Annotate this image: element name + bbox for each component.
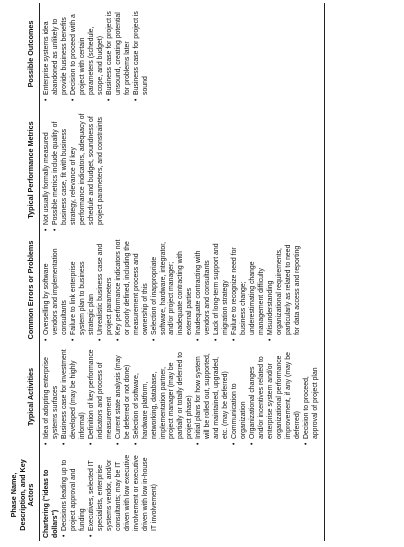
cell-outcomes xyxy=(39,3,324,105)
header-outcomes: Possible Outcomes xyxy=(8,3,39,105)
list-item: • Idea of adopting enterprise systems surfaces xyxy=(43,348,61,439)
outcomes-list xyxy=(43,6,151,102)
list-item: • Decisions leading up to project approval and funding xyxy=(61,452,88,531)
list-item: • Decision to proceed with a project with certain parameters (schedule, scope, and budget) xyxy=(70,6,106,95)
list-item: • Inadequate contracting with vendors and consultants xyxy=(195,238,213,335)
cell-errors xyxy=(39,235,324,345)
list-item: • Communication to organization xyxy=(231,348,249,439)
errors-list xyxy=(43,238,303,342)
list-item: • Definition of key performance indicators and process of measurement xyxy=(88,348,115,439)
list-item: • Current state analysis (may be deferred or not done) xyxy=(115,348,133,439)
header-activities: Typical Activities xyxy=(8,345,39,449)
list-item: • Failure to recognize need for business change; underestimating change management difficulty xyxy=(231,238,267,335)
cell-activities xyxy=(39,345,324,449)
list-item: • Business case for project is unsound, creating potential for problems later xyxy=(106,6,133,95)
list-item: • Business case for investment developed (may be highly informal) xyxy=(61,348,88,439)
list-item: • Business case for project is sound xyxy=(133,6,151,95)
phase-list xyxy=(61,452,160,538)
metrics-list xyxy=(43,108,106,232)
list-item: • Not usually formally measured xyxy=(43,108,52,225)
header-row xyxy=(8,3,39,541)
list-item: • Misunderstanding organizational requirements, particularly as related to need for data access and reporting xyxy=(267,238,303,335)
list-item: • Lack of long-term support and migration strategy xyxy=(213,238,231,335)
phase-table xyxy=(8,3,325,541)
header-metrics: Typical Performance Metrics xyxy=(8,105,39,235)
list-item: • Selection of inappropriate software, hardware, integrator, and/or project manager; inadequate contracting with external parties xyxy=(151,238,196,335)
list-item: • Possible metrics include quality of business case, fit with business strategy, relevance of key performance indicators, adequacy of schedule and budget, soundness of project parameters, and constraints xyxy=(52,108,106,225)
header-errors: Common Errors or Problems xyxy=(8,235,39,345)
list-item: • Unrealistic business case and project parameters xyxy=(97,238,115,335)
phase-title: Chartering ("ideas to dollars") xyxy=(42,469,59,538)
list-item: • Key performance indicators not or poorly defined, including the measurement process and ownership of this xyxy=(115,238,151,335)
list-item: • Overselling by software vendors and implementation consultants xyxy=(43,238,70,335)
list-item: • Organizational changes and/or incentives related to enterprise system and/or organizational performance improvement, if any (may be deferred) xyxy=(249,348,303,439)
list-item: • Initial plans for how system will be rolled out, supported, and maintained, upgraded, etc. (may be deferred) xyxy=(195,348,231,439)
cell-phase xyxy=(39,449,324,541)
table-row-chartering xyxy=(39,3,324,541)
list-item: • Failure to link enterprise system plan to business strategic plan xyxy=(70,238,97,335)
list-item: • Enterprise systems idea abandoned as unlikely to provide business benefits xyxy=(43,6,70,95)
activities-list xyxy=(43,348,321,446)
list-item: • Executives, selected IT specialists, enterprise systems vendor, and/or consultants; may be IT driven with low executive involvement or executive driven with low in-house IT involvement) xyxy=(88,452,160,531)
list-item: • Selection of software, hardware platform, networking, database, implementation partner, project manager (may be partially or totally deferred to project phase) xyxy=(133,348,196,439)
list-item: • Decision to proceed, approval of project plan xyxy=(303,348,321,439)
cell-metrics xyxy=(39,105,324,235)
header-phase: Phase Name, Description, and Key Actors xyxy=(8,449,39,541)
